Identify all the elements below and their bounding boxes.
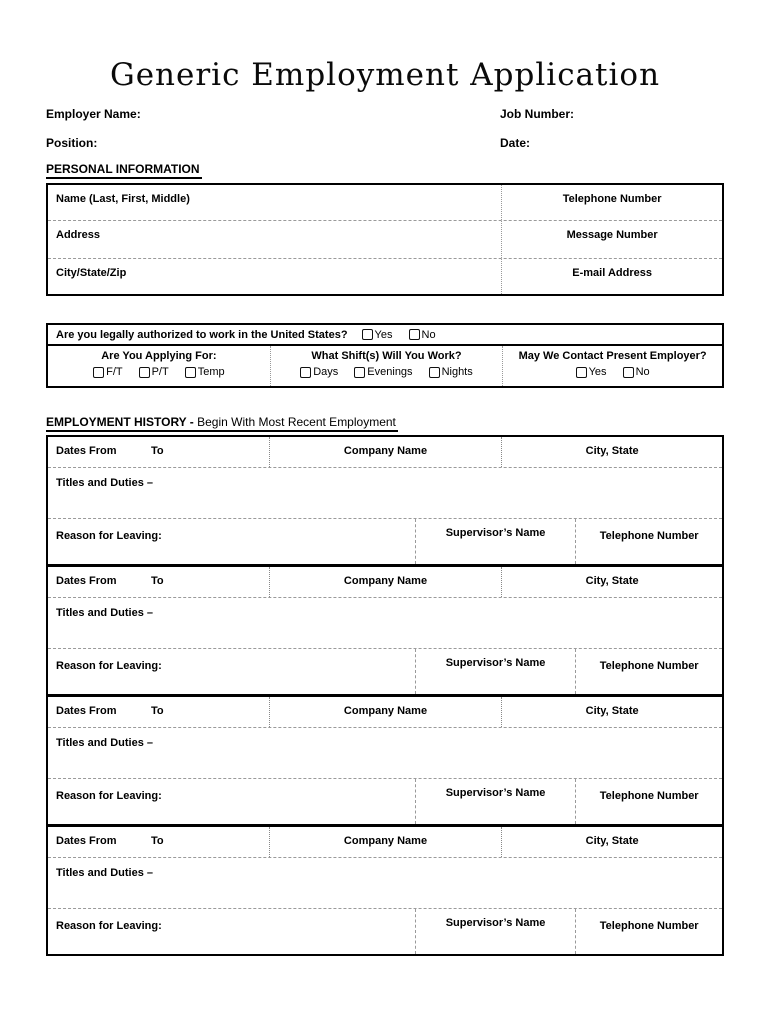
dates-input-cell[interactable] [48, 567, 270, 597]
contact-employer-column [502, 346, 722, 386]
city-state-input-cell[interactable] [502, 567, 722, 597]
personal-information-heading: PERSONAL INFORMATION [46, 162, 724, 179]
evenings-option: Evenings [354, 366, 412, 378]
table-row [48, 519, 722, 564]
city-state-label: City, State [585, 444, 639, 457]
company-label: Company Name [343, 444, 428, 457]
eligibility-columns [48, 346, 722, 386]
date-field[interactable] [500, 136, 530, 150]
employment-block-4 [48, 824, 722, 954]
personal-information-table [46, 183, 724, 296]
name-input-cell[interactable] [48, 185, 502, 220]
employment-history-title: EMPLOYMENT HISTORY - [46, 414, 194, 429]
pt-option: P/T [139, 366, 169, 378]
authorized-no-option: No [409, 329, 436, 341]
table-row [48, 437, 722, 468]
company-label: Company Name [343, 704, 428, 717]
titles-duties-input-cell[interactable] [48, 598, 722, 649]
city-state-zip-label: City/State/Zip [56, 267, 127, 279]
telephone-input-cell[interactable] [576, 779, 722, 824]
checkbox-yes-icon[interactable] [362, 329, 373, 340]
checkbox-days-icon[interactable] [300, 367, 311, 378]
contact-employer-header: May We Contact Present Employer? [518, 350, 707, 362]
work-authorization-options [362, 329, 436, 341]
city-state-label: City, State [585, 834, 639, 847]
message-number-input-cell[interactable] [502, 221, 722, 258]
email-label: E-mail Address [572, 267, 652, 279]
eligibility-table [46, 323, 724, 388]
employment-block-2 [48, 564, 722, 694]
dates-input-cell[interactable] [48, 697, 270, 727]
work-authorization-question: Are you legally authorized to work in the United States? [56, 328, 348, 341]
table-row [48, 649, 722, 694]
nights-option: Nights [429, 366, 473, 378]
supervisor-label: Supervisor’s Name [445, 526, 546, 539]
dates-from-label: Dates From [56, 704, 117, 717]
telephone-input-cell[interactable] [576, 649, 722, 694]
email-input-cell[interactable] [502, 259, 722, 294]
position-label: Position: [46, 136, 98, 150]
checkbox-contact-no-icon[interactable] [623, 367, 634, 378]
address-input-cell[interactable] [48, 221, 502, 258]
table-row [48, 909, 722, 954]
titles-duties-label: Titles and Duties – [56, 736, 153, 749]
city-state-input-cell[interactable] [502, 697, 722, 727]
city-state-input-cell[interactable] [502, 827, 722, 857]
titles-duties-label: Titles and Duties – [56, 866, 153, 879]
titles-duties-input-cell[interactable] [48, 728, 722, 779]
supervisor-label: Supervisor’s Name [445, 916, 546, 929]
reason-input-cell[interactable] [48, 649, 415, 694]
header-fields [46, 107, 724, 150]
company-input-cell[interactable] [270, 437, 503, 467]
titles-duties-input-cell[interactable] [48, 858, 722, 909]
company-label: Company Name [343, 574, 428, 587]
checkbox-temp-icon[interactable] [185, 367, 196, 378]
address-label: Address [56, 229, 101, 241]
dates-to-label: To [150, 444, 164, 457]
shift-options [300, 366, 473, 378]
supervisor-input-cell[interactable] [415, 779, 577, 824]
city-state-label: City, State [585, 574, 639, 587]
telephone-input-cell[interactable] [576, 909, 722, 954]
shift-header: What Shift(s) Will You Work? [311, 350, 462, 362]
company-input-cell[interactable] [270, 567, 503, 597]
employment-history-table [46, 435, 724, 956]
temp-option: Temp [185, 366, 225, 378]
reason-label: Reason for Leaving: [56, 919, 162, 932]
employer-name-field[interactable] [46, 107, 500, 121]
telephone-label: Telephone Number [599, 919, 699, 932]
table-row [48, 185, 722, 220]
table-row [48, 258, 722, 294]
days-option: Days [300, 366, 338, 378]
checkbox-pt-icon[interactable] [139, 367, 150, 378]
supervisor-input-cell[interactable] [415, 519, 577, 564]
city-state-label: City, State [585, 704, 639, 717]
supervisor-label: Supervisor’s Name [445, 786, 546, 799]
header-row-2 [46, 136, 724, 150]
city-state-input-cell[interactable] [502, 437, 722, 467]
position-field[interactable] [46, 136, 500, 150]
table-row [48, 779, 722, 824]
company-input-cell[interactable] [270, 697, 503, 727]
telephone-input-cell[interactable] [576, 519, 722, 564]
telephone-input-cell[interactable] [502, 185, 722, 220]
authorized-yes-option: Yes [362, 329, 393, 341]
city-state-zip-input-cell[interactable] [48, 259, 502, 294]
company-input-cell[interactable] [270, 827, 503, 857]
employment-history-subtitle: Begin With Most Recent Employment [193, 414, 396, 429]
table-row [48, 697, 722, 728]
contact-no-option: No [623, 366, 650, 378]
dates-to-label: To [150, 834, 164, 847]
reason-label: Reason for Leaving: [56, 789, 162, 802]
checkbox-no-icon[interactable] [409, 329, 420, 340]
dates-from-label: Dates From [56, 574, 117, 587]
table-row [48, 567, 722, 598]
page-title: Generic Employment Application [109, 57, 661, 93]
employment-block-3 [48, 694, 722, 824]
message-number-label: Message Number [566, 229, 658, 241]
applying-for-column [48, 346, 270, 386]
header-row-1 [46, 107, 724, 121]
reason-label: Reason for Leaving: [56, 529, 162, 542]
dates-input-cell[interactable] [48, 827, 270, 857]
company-label: Company Name [343, 834, 428, 847]
reason-input-cell[interactable] [48, 519, 415, 564]
telephone-label: Telephone Number [562, 193, 662, 205]
reason-input-cell[interactable] [48, 779, 415, 824]
telephone-label: Telephone Number [599, 659, 699, 672]
name-label: Name (Last, First, Middle) [56, 193, 190, 205]
table-row [48, 827, 722, 858]
ft-option: F/T [93, 366, 123, 378]
contact-employer-options [576, 366, 650, 378]
applying-for-options [93, 366, 225, 378]
dates-from-label: Dates From [56, 834, 117, 847]
dates-to-label: To [150, 704, 164, 717]
checkbox-contact-yes-icon[interactable] [576, 367, 587, 378]
job-number-label: Job Number: [500, 107, 575, 121]
employment-history-heading [46, 415, 724, 432]
telephone-label: Telephone Number [599, 789, 699, 802]
table-row [48, 220, 722, 258]
supervisor-input-cell[interactable] [415, 909, 577, 954]
work-authorization-row [48, 325, 722, 346]
employer-name-label: Employer Name: [46, 107, 141, 121]
dates-from-label: Dates From [56, 444, 117, 457]
checkbox-ft-icon[interactable] [93, 367, 104, 378]
titles-duties-label: Titles and Duties – [56, 606, 153, 619]
titles-duties-label: Titles and Duties – [56, 476, 153, 489]
dates-to-label: To [150, 574, 164, 587]
shift-column [270, 346, 503, 386]
contact-yes-option: Yes [576, 366, 607, 378]
employment-block-1 [48, 437, 722, 564]
applying-for-header: Are You Applying For: [101, 350, 217, 362]
dates-input-cell[interactable] [48, 437, 270, 467]
checkbox-nights-icon[interactable] [429, 367, 440, 378]
supervisor-label: Supervisor’s Name [445, 656, 546, 669]
reason-input-cell[interactable] [48, 909, 415, 954]
supervisor-input-cell[interactable] [415, 649, 577, 694]
checkbox-evenings-icon[interactable] [354, 367, 365, 378]
telephone-label: Telephone Number [599, 529, 699, 542]
reason-label: Reason for Leaving: [56, 659, 162, 672]
titles-duties-input-cell[interactable] [48, 468, 722, 519]
date-label: Date: [500, 136, 531, 150]
job-number-field[interactable] [500, 107, 574, 121]
